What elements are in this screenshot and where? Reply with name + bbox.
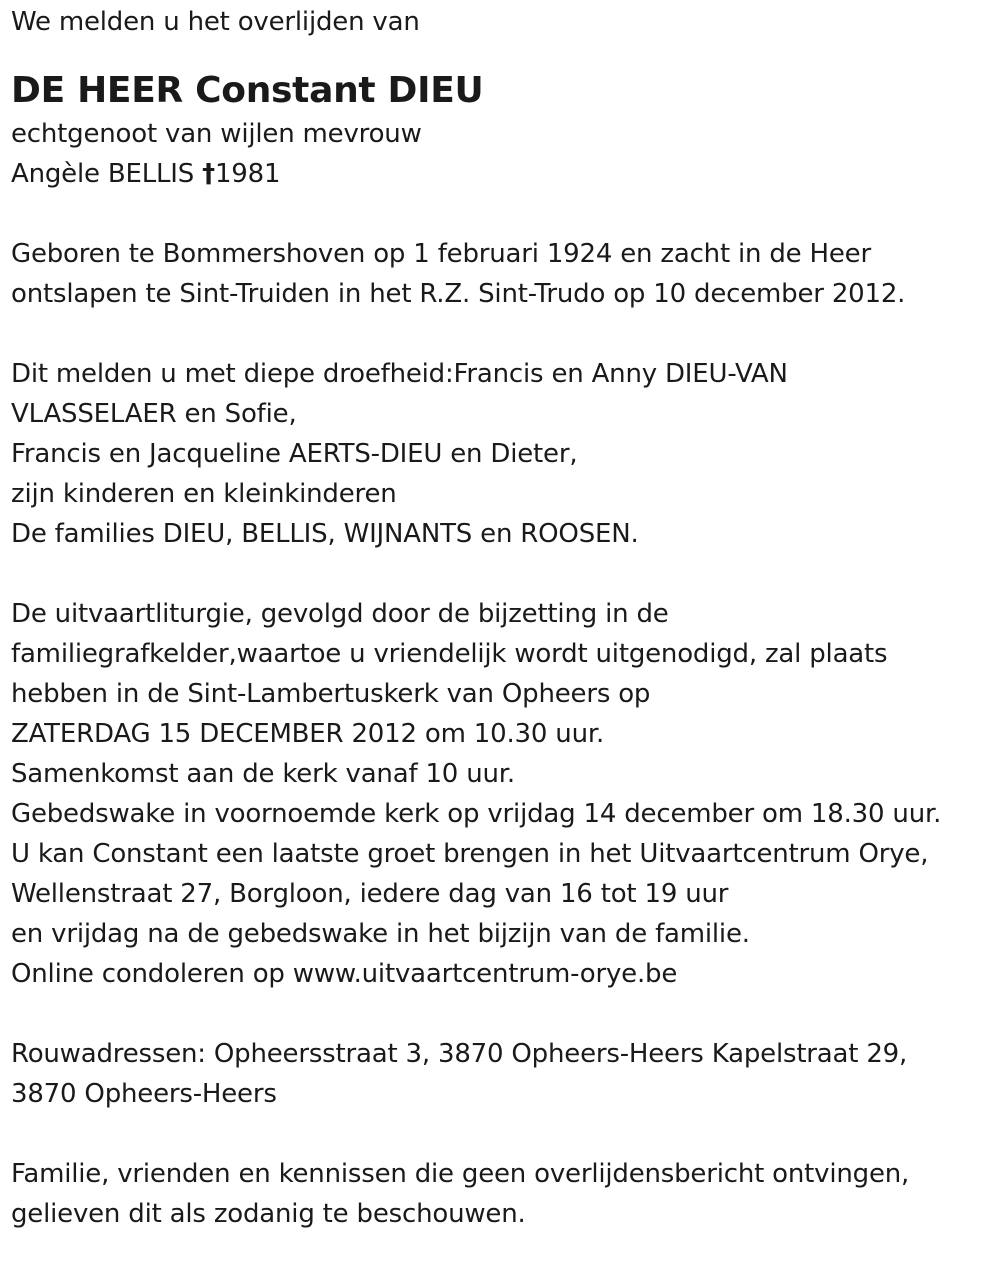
online-condolence-line: Online condoleren op www.uitvaartcentrum-orye.be xyxy=(11,959,678,989)
intro-text: We melden u het overlijden van xyxy=(11,7,420,37)
paragraph-line: gelieven dit als zodanig te beschouwen. xyxy=(11,1199,526,1229)
spouse-name-line xyxy=(11,154,986,194)
spacer xyxy=(11,194,986,234)
paragraph-line: Samenkomst aan de kerk vanaf 10 uur. xyxy=(11,759,515,789)
address-paragraph xyxy=(11,1034,986,1114)
spacer xyxy=(11,554,986,594)
spouse-line: echtgenoot van wijlen mevrouw xyxy=(11,119,422,149)
cross-icon: † xyxy=(202,159,215,189)
paragraph-line: ZATERDAG 15 DECEMBER 2012 om 10.30 uur. xyxy=(11,719,605,749)
spouse-death-year: 1981 xyxy=(214,159,281,189)
paragraph-line: Gebedswake in voornoemde kerk op vrijdag 14 december om 18.30 uur. xyxy=(11,799,942,829)
paragraph-line: familiegrafkelder,waartoe u vriendelijk wordt uitgenodigd, zal plaats xyxy=(11,639,888,669)
paragraph-line: 3870 Opheers-Heers xyxy=(11,1079,277,1109)
spacer xyxy=(11,994,986,1034)
family-paragraph xyxy=(11,354,986,554)
paragraph-line: Dit melden u met diepe droefheid:Francis en Anny DIEU-VAN xyxy=(11,359,788,389)
paragraph-line: De uitvaartliturgie, gevolgd door de bijzetting in de xyxy=(11,599,669,629)
paragraph-line: Familie, vrienden en kennissen die geen overlijdensbericht ontvingen, xyxy=(11,1159,910,1189)
birth-paragraph xyxy=(11,234,986,314)
paragraph-line: Wellenstraat 27, Borgloon, iedere dag van 16 tot 19 uur xyxy=(11,879,729,909)
paragraph-line: ontslapen te Sint-Truiden in het R.Z. Sint-Trudo op 10 december 2012. xyxy=(11,279,906,309)
paragraph-line: hebben in de Sint-Lambertuskerk van Opheers op xyxy=(11,679,651,709)
ceremony-paragraph xyxy=(11,594,986,994)
death-notice xyxy=(11,2,986,1234)
paragraph-line: Rouwadressen: Opheersstraat 3, 3870 Opheers-Heers Kapelstraat 29, xyxy=(11,1039,908,1069)
paragraph-line: zijn kinderen en kleinkinderen xyxy=(11,479,397,509)
paragraph-line: Francis en Jacqueline AERTS-DIEU en Dieter, xyxy=(11,439,578,469)
paragraph-line: VLASSELAER en Sofie, xyxy=(11,399,297,429)
spouse-name: Angèle BELLIS xyxy=(11,159,203,189)
spacer xyxy=(11,1114,986,1154)
deceased-name: DE HEER Constant DIEU xyxy=(11,70,484,111)
paragraph-line: De families DIEU, BELLIS, WIJNANTS en ROOSEN. xyxy=(11,519,639,549)
paragraph-line: U kan Constant een laatste groet brengen in het Uitvaartcentrum Orye, xyxy=(11,839,929,869)
spacer xyxy=(11,42,986,68)
spacer xyxy=(11,314,986,354)
closing-paragraph xyxy=(11,1154,986,1234)
paragraph-line: en vrijdag na de gebedswake in het bijzijn van de familie. xyxy=(11,919,750,949)
paragraph-line: Geboren te Bommershoven op 1 februari 1924 en zacht in de Heer xyxy=(11,239,871,269)
